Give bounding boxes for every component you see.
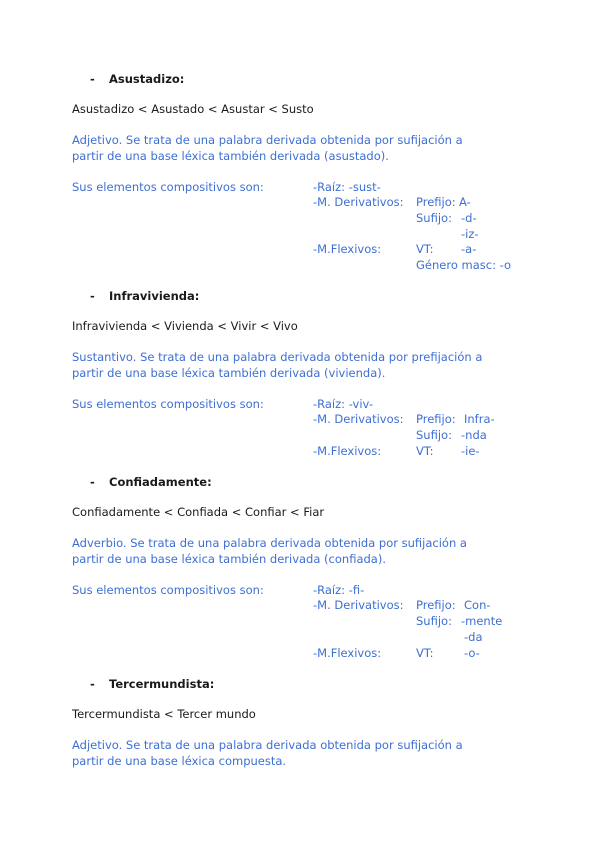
- raiz: -Raíz: -sust-: [313, 180, 381, 194]
- vt-value: -o-: [464, 646, 480, 660]
- bullet-dash: -: [90, 72, 95, 86]
- explanation-line-2: partir de una base léxica también derivada (vivienda).: [72, 366, 386, 380]
- section-heading: Asustadizo:: [109, 72, 185, 86]
- section-heading: Tercermundista:: [109, 677, 215, 691]
- prefijo-label: Prefijo:: [416, 598, 456, 612]
- explanation-line-2: partir de una base léxica también derivada (asustado).: [72, 149, 389, 163]
- explanation-line-2: partir de una base léxica compuesta.: [72, 754, 287, 768]
- sufijo-label: Sufijo:: [416, 211, 452, 225]
- morfemas-derivativos: -M. Derivativos:: [313, 412, 404, 426]
- prefijo-label: Prefijo:: [416, 195, 456, 209]
- raiz: -Raíz: -fi-: [313, 583, 365, 597]
- sufijo-value: -nda: [461, 428, 487, 442]
- explanation-line-1: Adverbio. Se trata de una palabra derivada obtenida por sufijación a: [72, 536, 467, 550]
- derivation-chain: Infravivienda < Vivienda < Vivir < Vivo: [72, 319, 298, 333]
- elements-label: Sus elementos compositivos son:: [72, 397, 264, 411]
- genero: Género masc: -o: [416, 258, 512, 272]
- vt-value: -a-: [461, 242, 477, 256]
- morfemas-derivativos: -M. Derivativos:: [313, 195, 404, 209]
- sufijo-value: -mente: [461, 614, 503, 628]
- section-heading: Confiadamente:: [109, 475, 212, 489]
- raiz: -Raíz: -viv-: [313, 397, 374, 411]
- sufijo-value: -d-: [461, 211, 477, 225]
- elements-label: Sus elementos compositivos son:: [72, 180, 264, 194]
- explanation-line-1: Adjetivo. Se trata de una palabra derivada obtenida por sufijación a: [72, 738, 463, 752]
- derivation-chain: Asustadizo < Asustado < Asustar < Susto: [72, 102, 314, 116]
- derivation-chain: Tercermundista < Tercer mundo: [72, 707, 256, 721]
- bullet-dash: -: [90, 475, 95, 489]
- vt-label: VT:: [416, 646, 434, 660]
- elements-label: Sus elementos compositivos son:: [72, 583, 264, 597]
- sufijo-value: -iz-: [461, 227, 479, 241]
- explanation-line-1: Adjetivo. Se trata de una palabra derivada obtenida por sufijación a: [72, 133, 463, 147]
- prefijo-value: Con-: [464, 598, 491, 612]
- bullet-dash: -: [90, 289, 95, 303]
- bullet-dash: -: [90, 677, 95, 691]
- vt-value: -ie-: [461, 444, 480, 458]
- derivation-chain: Confiadamente < Confiada < Confiar < Fiar: [72, 505, 325, 519]
- section-heading: Infravivienda:: [109, 289, 200, 303]
- sufijo-label: Sufijo:: [416, 614, 452, 628]
- morfemas-flexivos: -M.Flexivos:: [313, 242, 382, 256]
- vt-label: VT:: [416, 444, 434, 458]
- prefijo-value: A-: [459, 195, 471, 209]
- prefijo-value: Infra-: [464, 412, 495, 426]
- explanation-line-1: Sustantivo. Se trata de una palabra derivada obtenida por prefijación a: [72, 350, 483, 364]
- sufijo-value: -da: [464, 630, 483, 644]
- morfemas-flexivos: -M.Flexivos:: [313, 646, 382, 660]
- vt-label: VT:: [416, 242, 434, 256]
- sufijo-label: Sufijo:: [416, 428, 452, 442]
- morfemas-derivativos: -M. Derivativos:: [313, 598, 404, 612]
- morfemas-flexivos: -M.Flexivos:: [313, 444, 382, 458]
- explanation-line-2: partir de una base léxica también derivada (confiada).: [72, 552, 386, 566]
- prefijo-label: Prefijo:: [416, 412, 456, 426]
